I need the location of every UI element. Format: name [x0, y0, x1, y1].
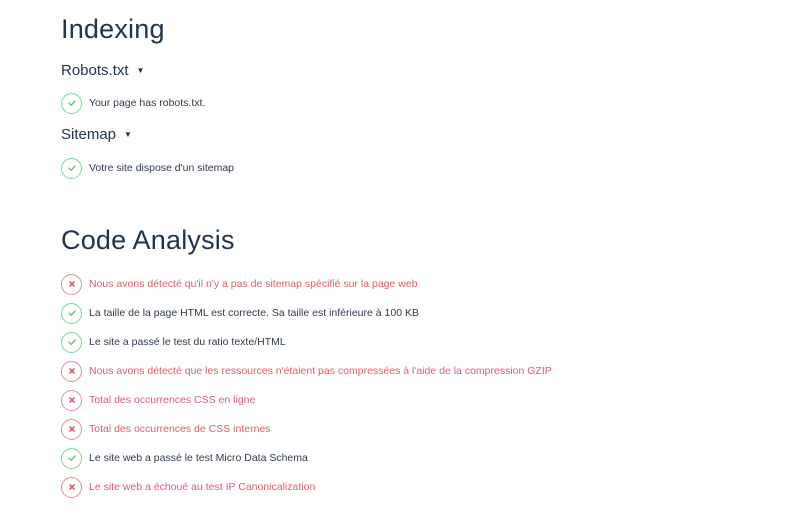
cross-icon [61, 419, 82, 440]
caret-down-icon: ▼ [136, 66, 145, 75]
check-icon [61, 332, 82, 353]
check-icon [61, 448, 82, 469]
check-item-text: Votre site dispose d'un sitemap [89, 162, 235, 174]
check-item [61, 447, 308, 469]
check-item [61, 418, 271, 440]
check-item-text: La taille de la page HTML est correcte. Sa taille est inférieure à 100 KB [89, 307, 419, 319]
check-item [61, 389, 255, 411]
check-item [61, 302, 419, 324]
check-item [61, 331, 286, 353]
cross-icon [61, 361, 82, 382]
check-item-text: Nous avons détecté que les ressources n'étaient pas compressées à l'aide de la compression GZIP [89, 365, 552, 377]
cross-icon [61, 477, 82, 498]
check-item [61, 273, 418, 295]
check-item-text: Le site a passé le test du ratio texte/HTML [89, 336, 286, 348]
robots-txt-toggle[interactable] [61, 62, 144, 79]
caret-down-icon: ▼ [124, 130, 132, 139]
indexing-title: Indexing [61, 14, 165, 44]
check-item [61, 92, 205, 114]
check-item-text: Nous avons détecté qu'il n'y a pas de sitemap spécifié sur la page web [89, 278, 418, 290]
check-item-text: Le site web a échoué au test IP Canonicalization [89, 481, 316, 493]
check-item [61, 360, 552, 382]
check-icon [61, 303, 82, 324]
cross-icon [61, 274, 82, 295]
sitemap-label: Sitemap [61, 126, 117, 143]
robots-txt-label: Robots.txt [61, 62, 129, 79]
sitemap-toggle[interactable] [61, 126, 132, 143]
code-analysis-title: Code Analysis [61, 225, 235, 255]
check-item-text: Total des occurrences de CSS internes [89, 423, 271, 435]
check-item-text: Your page has robots.txt. [89, 97, 206, 109]
check-icon [61, 93, 82, 114]
check-item-text: Le site web a passé le test Micro Data Schema [89, 452, 308, 464]
check-item [61, 157, 234, 179]
check-icon [61, 158, 82, 179]
check-item-text: Total des occurrences CSS en ligne [89, 394, 256, 406]
check-item [61, 476, 315, 498]
cross-icon [61, 390, 82, 411]
